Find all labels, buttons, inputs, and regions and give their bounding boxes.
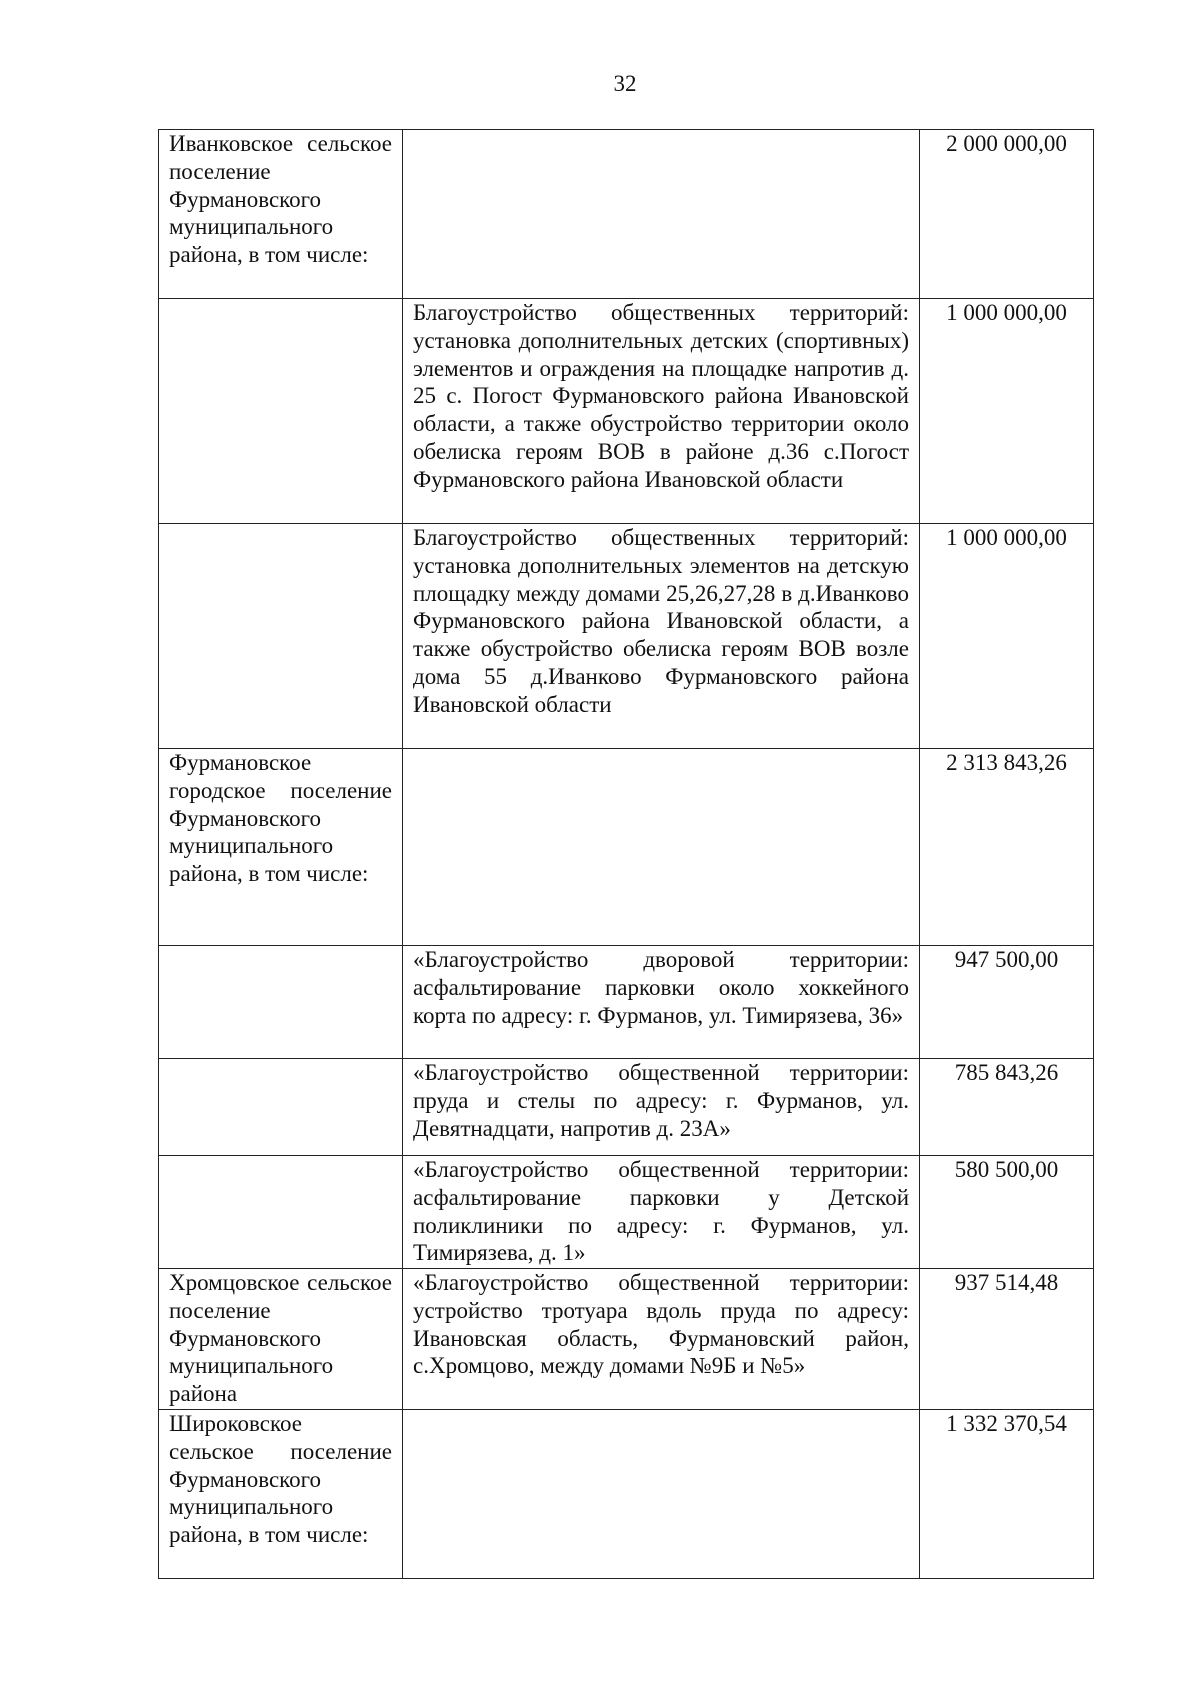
description-cell: «Благоустройство общественной территории: пруда и стелы по адресу: г. Фурманов, ул. Девятнадцати, напротив д. 23А» — [403, 1059, 920, 1156]
description-cell: «Благоустройство дворовой территории: асфальтирование парковки около хоккейного корта по адресу: г. Фурманов, ул. Тимирязева, 36» — [403, 946, 920, 1059]
settlement-cell — [159, 946, 403, 1059]
amount-cell: 937 514,48 — [920, 1269, 1094, 1410]
table-row — [159, 299, 1094, 524]
amount-cell: 1 332 370,54 — [920, 1410, 1094, 1579]
settlement-cell: Хромцовское сельское поселение Фурмановского муниципального района — [159, 1269, 403, 1410]
table-row — [159, 749, 1094, 946]
settlement-cell — [159, 524, 403, 749]
table-row — [159, 1410, 1094, 1579]
settlement-cell: Широковское сельское поселение Фурмановского муниципального района, в том числе: — [159, 1410, 403, 1579]
amount-cell: 2 000 000,00 — [920, 130, 1094, 299]
description-cell — [403, 130, 920, 299]
description-cell: «Благоустройство общественной территории: асфальтирование парковки у Детской поликлиники по адресу: г. Фурманов, ул. Тимирязева, д. 1» — [403, 1156, 920, 1269]
page-number: 32 — [613, 71, 637, 96]
amount-cell: 1 000 000,00 — [920, 524, 1094, 749]
table-row — [159, 1059, 1094, 1156]
settlement-cell: Фурмановское городское поселение Фурмановского муниципального района, в том числе: — [159, 749, 403, 946]
table-row — [159, 1269, 1094, 1410]
description-cell — [403, 1410, 920, 1579]
description-cell: Благоустройство общественных территорий: установка дополнительных элементов на детскую площадку между домами 25,26,27,28 в д.Иванково Фурмановского района Ивановской области, а также обустройство обелиска героям ВОВ возле дома 55 д.Иванково Фурмановского района Ивановской области — [403, 524, 920, 749]
funding-table — [158, 129, 1094, 1579]
settlement-cell — [159, 1059, 403, 1156]
description-cell — [403, 749, 920, 946]
table-row — [159, 1156, 1094, 1269]
amount-cell: 580 500,00 — [920, 1156, 1094, 1269]
amount-cell: 785 843,26 — [920, 1059, 1094, 1156]
table-row — [159, 946, 1094, 1059]
amount-cell: 1 000 000,00 — [920, 299, 1094, 524]
table-row — [159, 524, 1094, 749]
description-cell: Благоустройство общественных территорий: установка дополнительных детских (спортивных) элементов и ограждения на площадке напротив д. 25 с. Погост Фурмановского района Ивановской области, а также обустройство территории около обелиска героям ВОВ в районе д.36 с.Погост Фурмановского района Ивановской области — [403, 299, 920, 524]
amount-cell: 947 500,00 — [920, 946, 1094, 1059]
settlement-cell: Иванковское сельское поселение Фурмановского муниципального района, в том числе: — [159, 130, 403, 299]
table-row — [159, 130, 1094, 299]
amount-cell: 2 313 843,26 — [920, 749, 1094, 946]
description-cell: «Благоустройство общественной территории: устройство тротуара вдоль пруда по адресу: Ивановская область, Фурмановский район, с.Хромцово, между домами №9Б и №5» — [403, 1269, 920, 1410]
settlement-cell — [159, 1156, 403, 1269]
settlement-cell — [159, 299, 403, 524]
